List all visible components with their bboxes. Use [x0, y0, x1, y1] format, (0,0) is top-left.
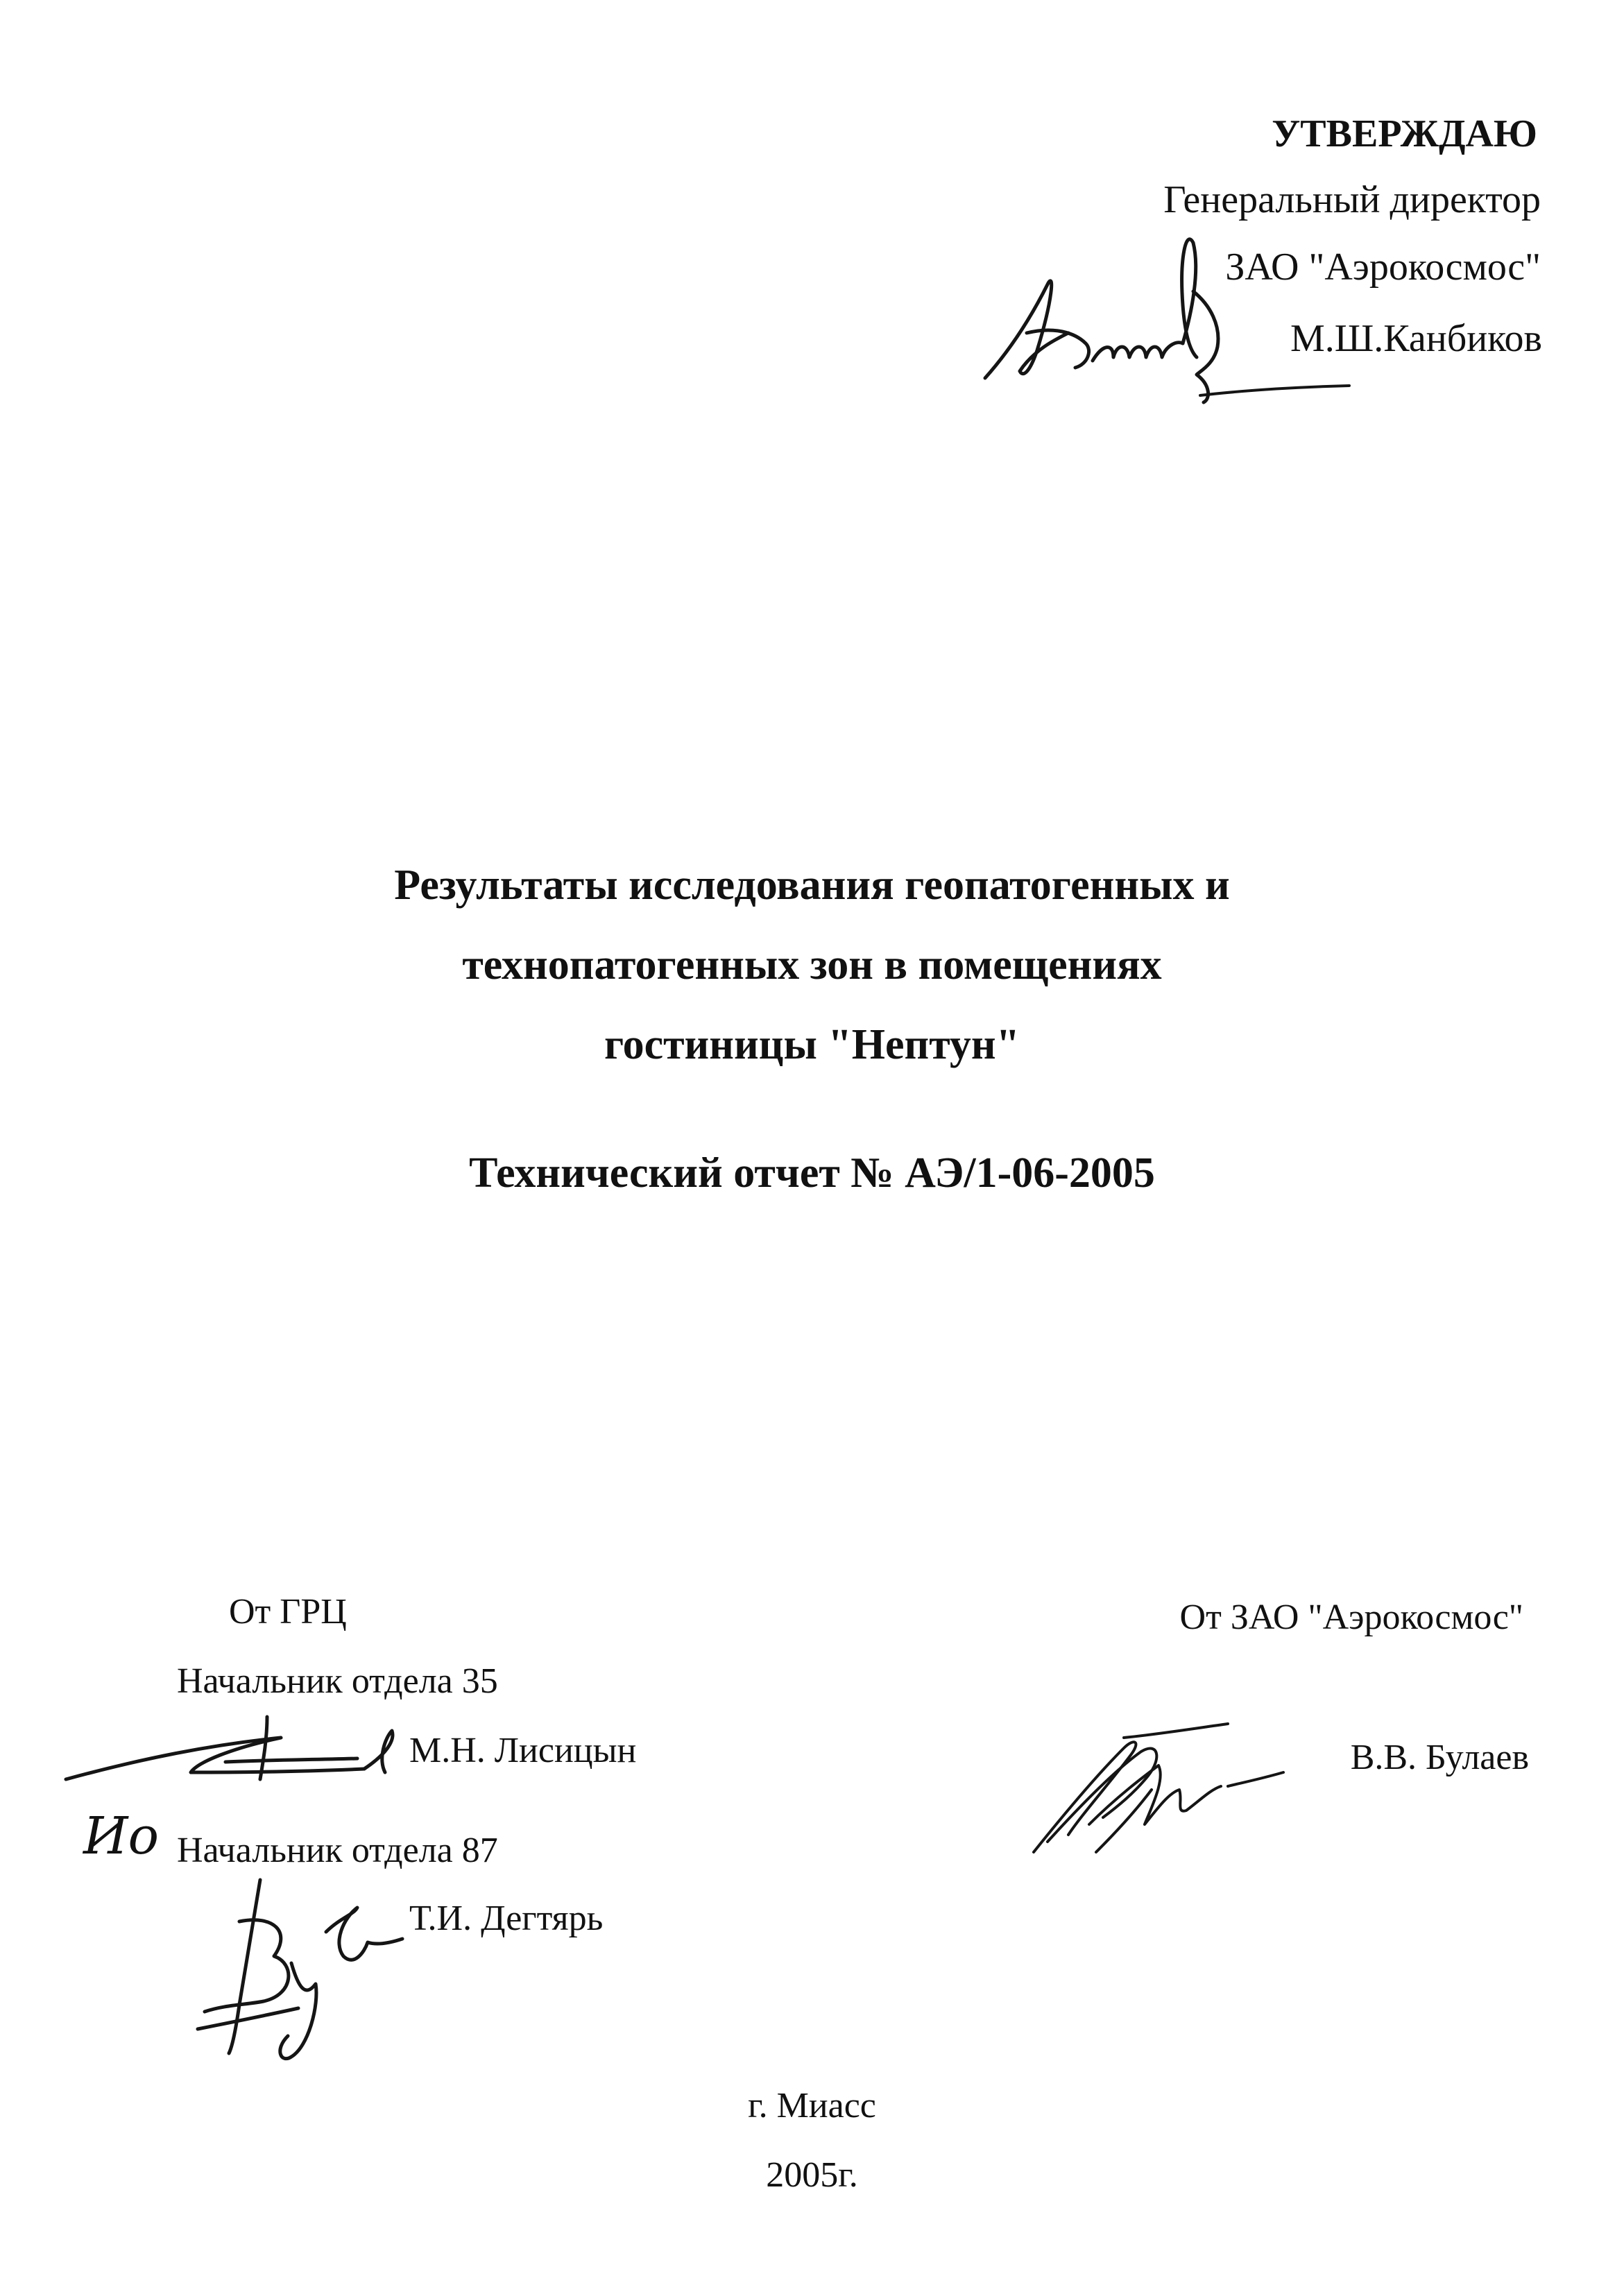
approval-company: ЗАО "Аэрокосмос" [1225, 246, 1541, 289]
left-name-2: Т.И. Дегтярь [409, 1899, 604, 1938]
left-name-1: М.Н. Лисицын [409, 1731, 637, 1770]
left-role-2: Начальник отдела 87 [177, 1831, 498, 1870]
footer-city: г. Миасс [748, 2086, 876, 2125]
approval-name: М.Ш.Канбиков [1290, 317, 1542, 360]
title-line-3: гостиницы "Нептун" [604, 1021, 1020, 1068]
approval-position: Генеральный директор [1163, 178, 1541, 221]
footer-year: 2005г. [766, 2155, 858, 2195]
acting-mark: Ио [83, 1806, 160, 1866]
signature-bulaev [1020, 1686, 1311, 1880]
report-number: Технический отчет № АЭ/1-06-2005 [469, 1149, 1155, 1197]
title-line-1: Результаты исследования геопатогенных и [394, 862, 1230, 909]
signature-degtyar [177, 1866, 413, 2067]
left-org: От ГРЦ [229, 1592, 347, 1632]
approval-heading: УТВЕРЖДАЮ [1272, 112, 1537, 155]
director-signature [971, 229, 1360, 409]
title-line-2: технопатогенных зон в помещениях [462, 941, 1162, 988]
signature-lisitsyn [59, 1703, 406, 1793]
right-name: В.В. Булаев [1350, 1738, 1529, 1777]
right-org: От ЗАО "Аэрокосмос" [1179, 1598, 1523, 1637]
left-role-1: Начальник отдела 35 [177, 1661, 498, 1701]
